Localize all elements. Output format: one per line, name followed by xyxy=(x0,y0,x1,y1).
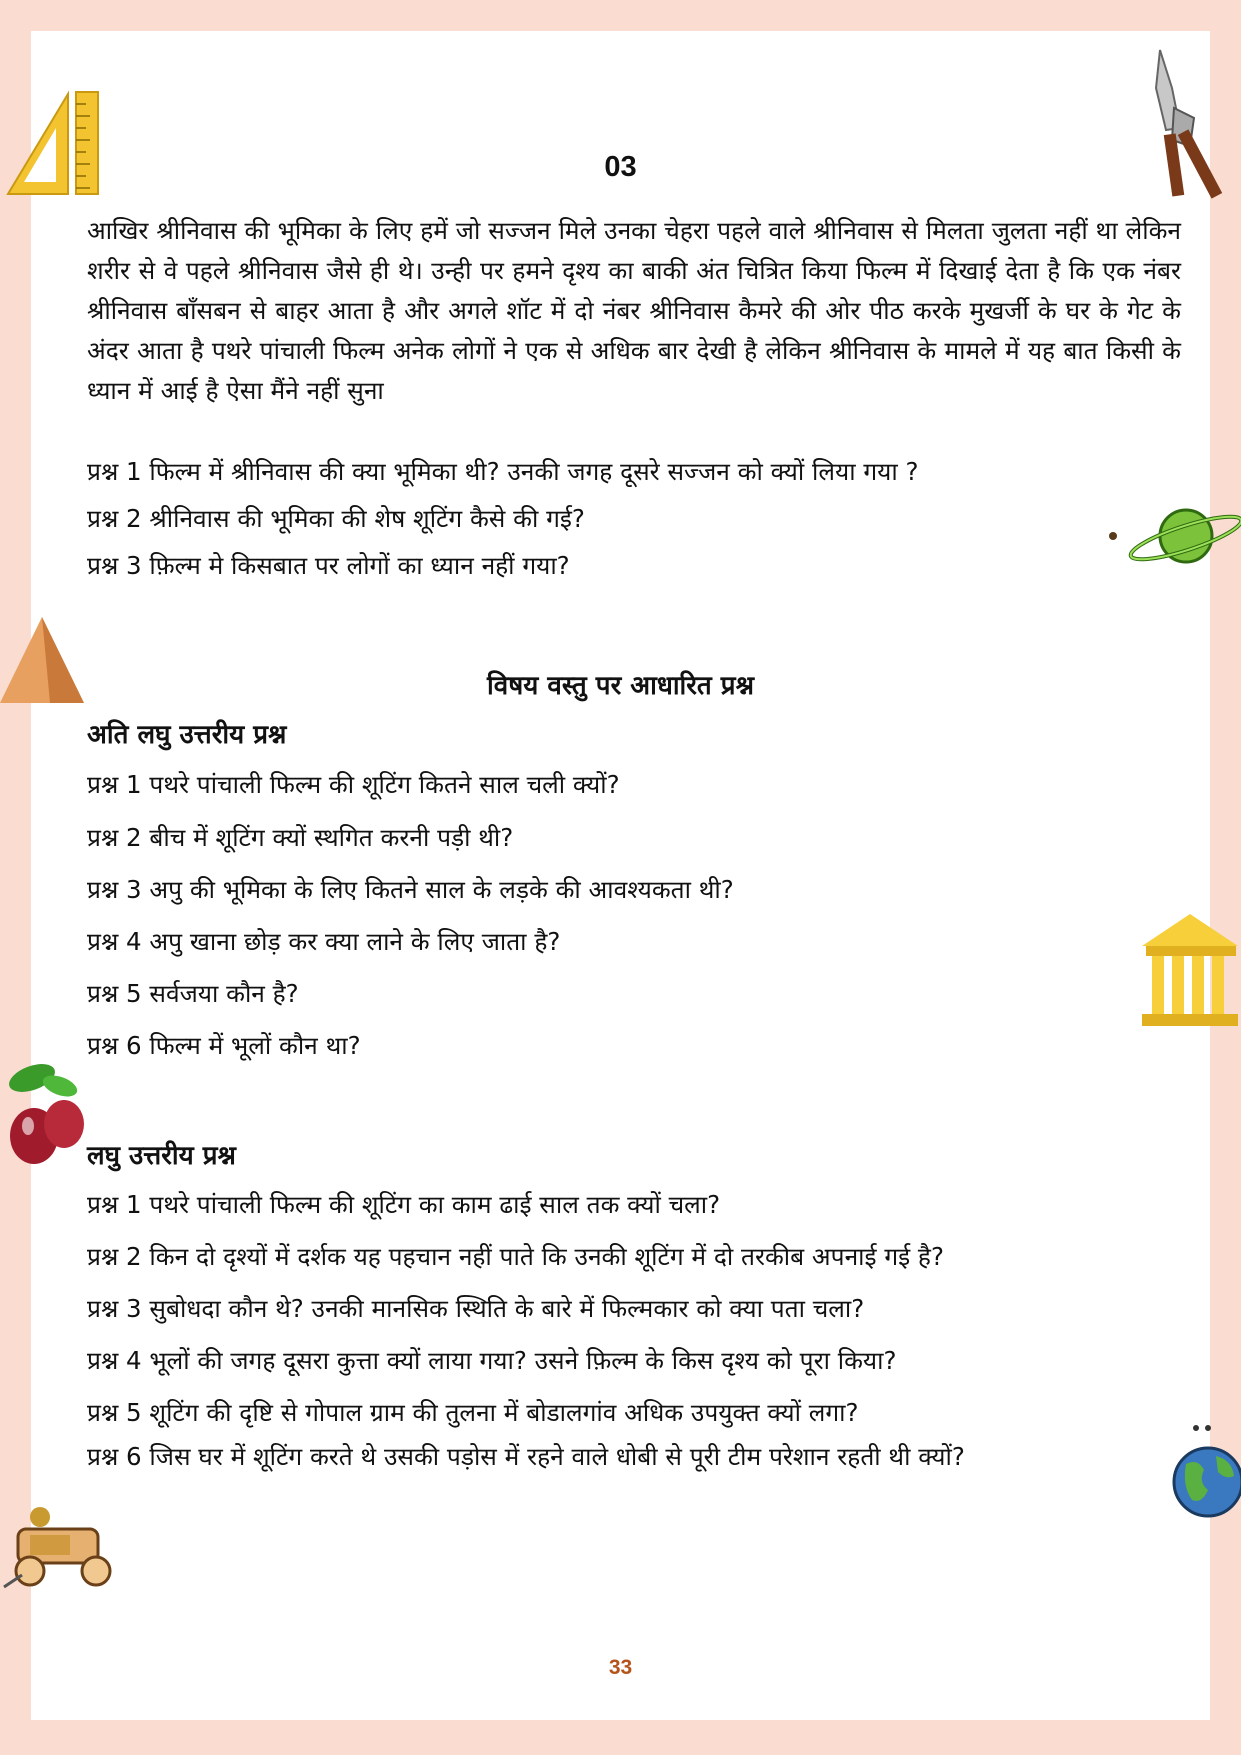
cart-icon xyxy=(0,1505,125,1595)
short-heading: लघु उत्तरीय प्रश्न xyxy=(87,1141,236,1171)
very-short-question-1: प्रश्न 1 पथरे पांचाली फिल्म की शूटिंग कितने साल चली क्यों? xyxy=(87,770,620,799)
cherries-icon xyxy=(2,1060,92,1170)
temple-icon xyxy=(1140,910,1241,1028)
page xyxy=(31,31,1210,1720)
passage-question-1: प्रश्न 1 फिल्म में श्रीनिवास की क्या भूमिका थी? उनकी जगह दूसरे सज्जन को क्यों लिया गया ? xyxy=(87,457,919,486)
globe-icon xyxy=(1168,1420,1241,1530)
short-question-6: प्रश्न 6 जिस घर में शूटिंग करते थे उसकी पड़ोस में रहने वाले धोबी से पूरी टीम परेशान रहती थी क्यों? xyxy=(87,1442,965,1471)
very-short-question-2: प्रश्न 2 बीच में शूटिंग क्यों स्थगित करनी पड़ी थी? xyxy=(87,823,514,852)
short-question-2: प्रश्न 2 किन दो दृश्यों में दर्शक यह पहचान नहीं पाते कि उनकी शूटिंग में दो तरकीब अपनाई गई है? xyxy=(87,1242,944,1271)
passage-text: आखिर श्रीनिवास की भूमिका के लिए हमें जो सज्जन मिले उनका चेहरा पहले वाले श्रीनिवास से मिलता जुलता नहीं था लेकिन शरीर से वे पहले श्रीनिवास जैसे ही थे। उन्ही पर हमने दृश्य का बाकी अंत चित्रित किया फिल्म में दिखाई देता है कि एक नंबर श्रीनिवास बाँसबन से बाहर आता है और अगले शॉट में दो नंबर श्रीनिवास कैमरे की ओर पीठ करके मुखर्जी के घर के गेट के अंदर आता है पथरे पांचाली फिल्म अनेक लोगों ने एक से अधिक बार देखी है लेकिन श्रीनिवास के मामले में यह बात किसी के ध्यान में आई है ऐसा मैंने नहीं सुना xyxy=(87,216,1181,405)
very-short-question-6: प्रश्न 6 फिल्म में भूलों कौन था? xyxy=(87,1031,361,1060)
short-question-1: प्रश्न 1 पथरे पांचाली फिल्म की शूटिंग का काम ढाई साल तक क्यों चला? xyxy=(87,1190,721,1219)
page-heading-number: 03 xyxy=(604,151,637,183)
passage-question-3: प्रश्न 3 फ़िल्म मे किसबात पर लोगों का ध्यान नहीं गया? xyxy=(87,551,570,580)
pyramid-icon xyxy=(0,615,86,705)
page-number: 33 xyxy=(608,1656,633,1679)
very-short-question-3: प्रश्न 3 अपु की भूमिका के लिए कितने साल के लड़के की आवश्यकता थी? xyxy=(87,875,734,904)
section-heading: विषय वस्तु पर आधारित प्रश्न xyxy=(487,671,754,701)
very-short-question-5: प्रश्न 5 सर्वजया कौन है? xyxy=(87,979,299,1008)
very-short-heading: अति लघु उत्तरीय प्रश्न xyxy=(87,720,287,750)
short-question-4: प्रश्न 4 भूलों की जगह दूसरा कुत्ता क्यों लाया गया? उसने फ़िल्म के किस दृश्य को पूरा किया? xyxy=(87,1346,897,1375)
short-question-3: प्रश्न 3 सुबोधदा कौन थे? उनकी मानसिक स्थिति के बारे में फिल्मकार को क्या पता चला? xyxy=(87,1294,865,1323)
passage-question-2: प्रश्न 2 श्रीनिवास की भूमिका की शेष शूटिंग कैसे की गई? xyxy=(87,504,585,533)
pliers-icon xyxy=(1150,48,1240,203)
short-question-5: प्रश्न 5 शूटिंग की दृष्टि से गोपाल ग्राम की तुलना में बोडालगांव अधिक उपयुक्त क्यों लगा? xyxy=(87,1398,859,1427)
planet-icon xyxy=(1108,500,1241,570)
very-short-question-4: प्रश्न 4 अपु खाना छोड़ कर क्या लाने के लिए जाता है? xyxy=(87,927,561,956)
ruler-triangle-icon xyxy=(4,88,104,200)
